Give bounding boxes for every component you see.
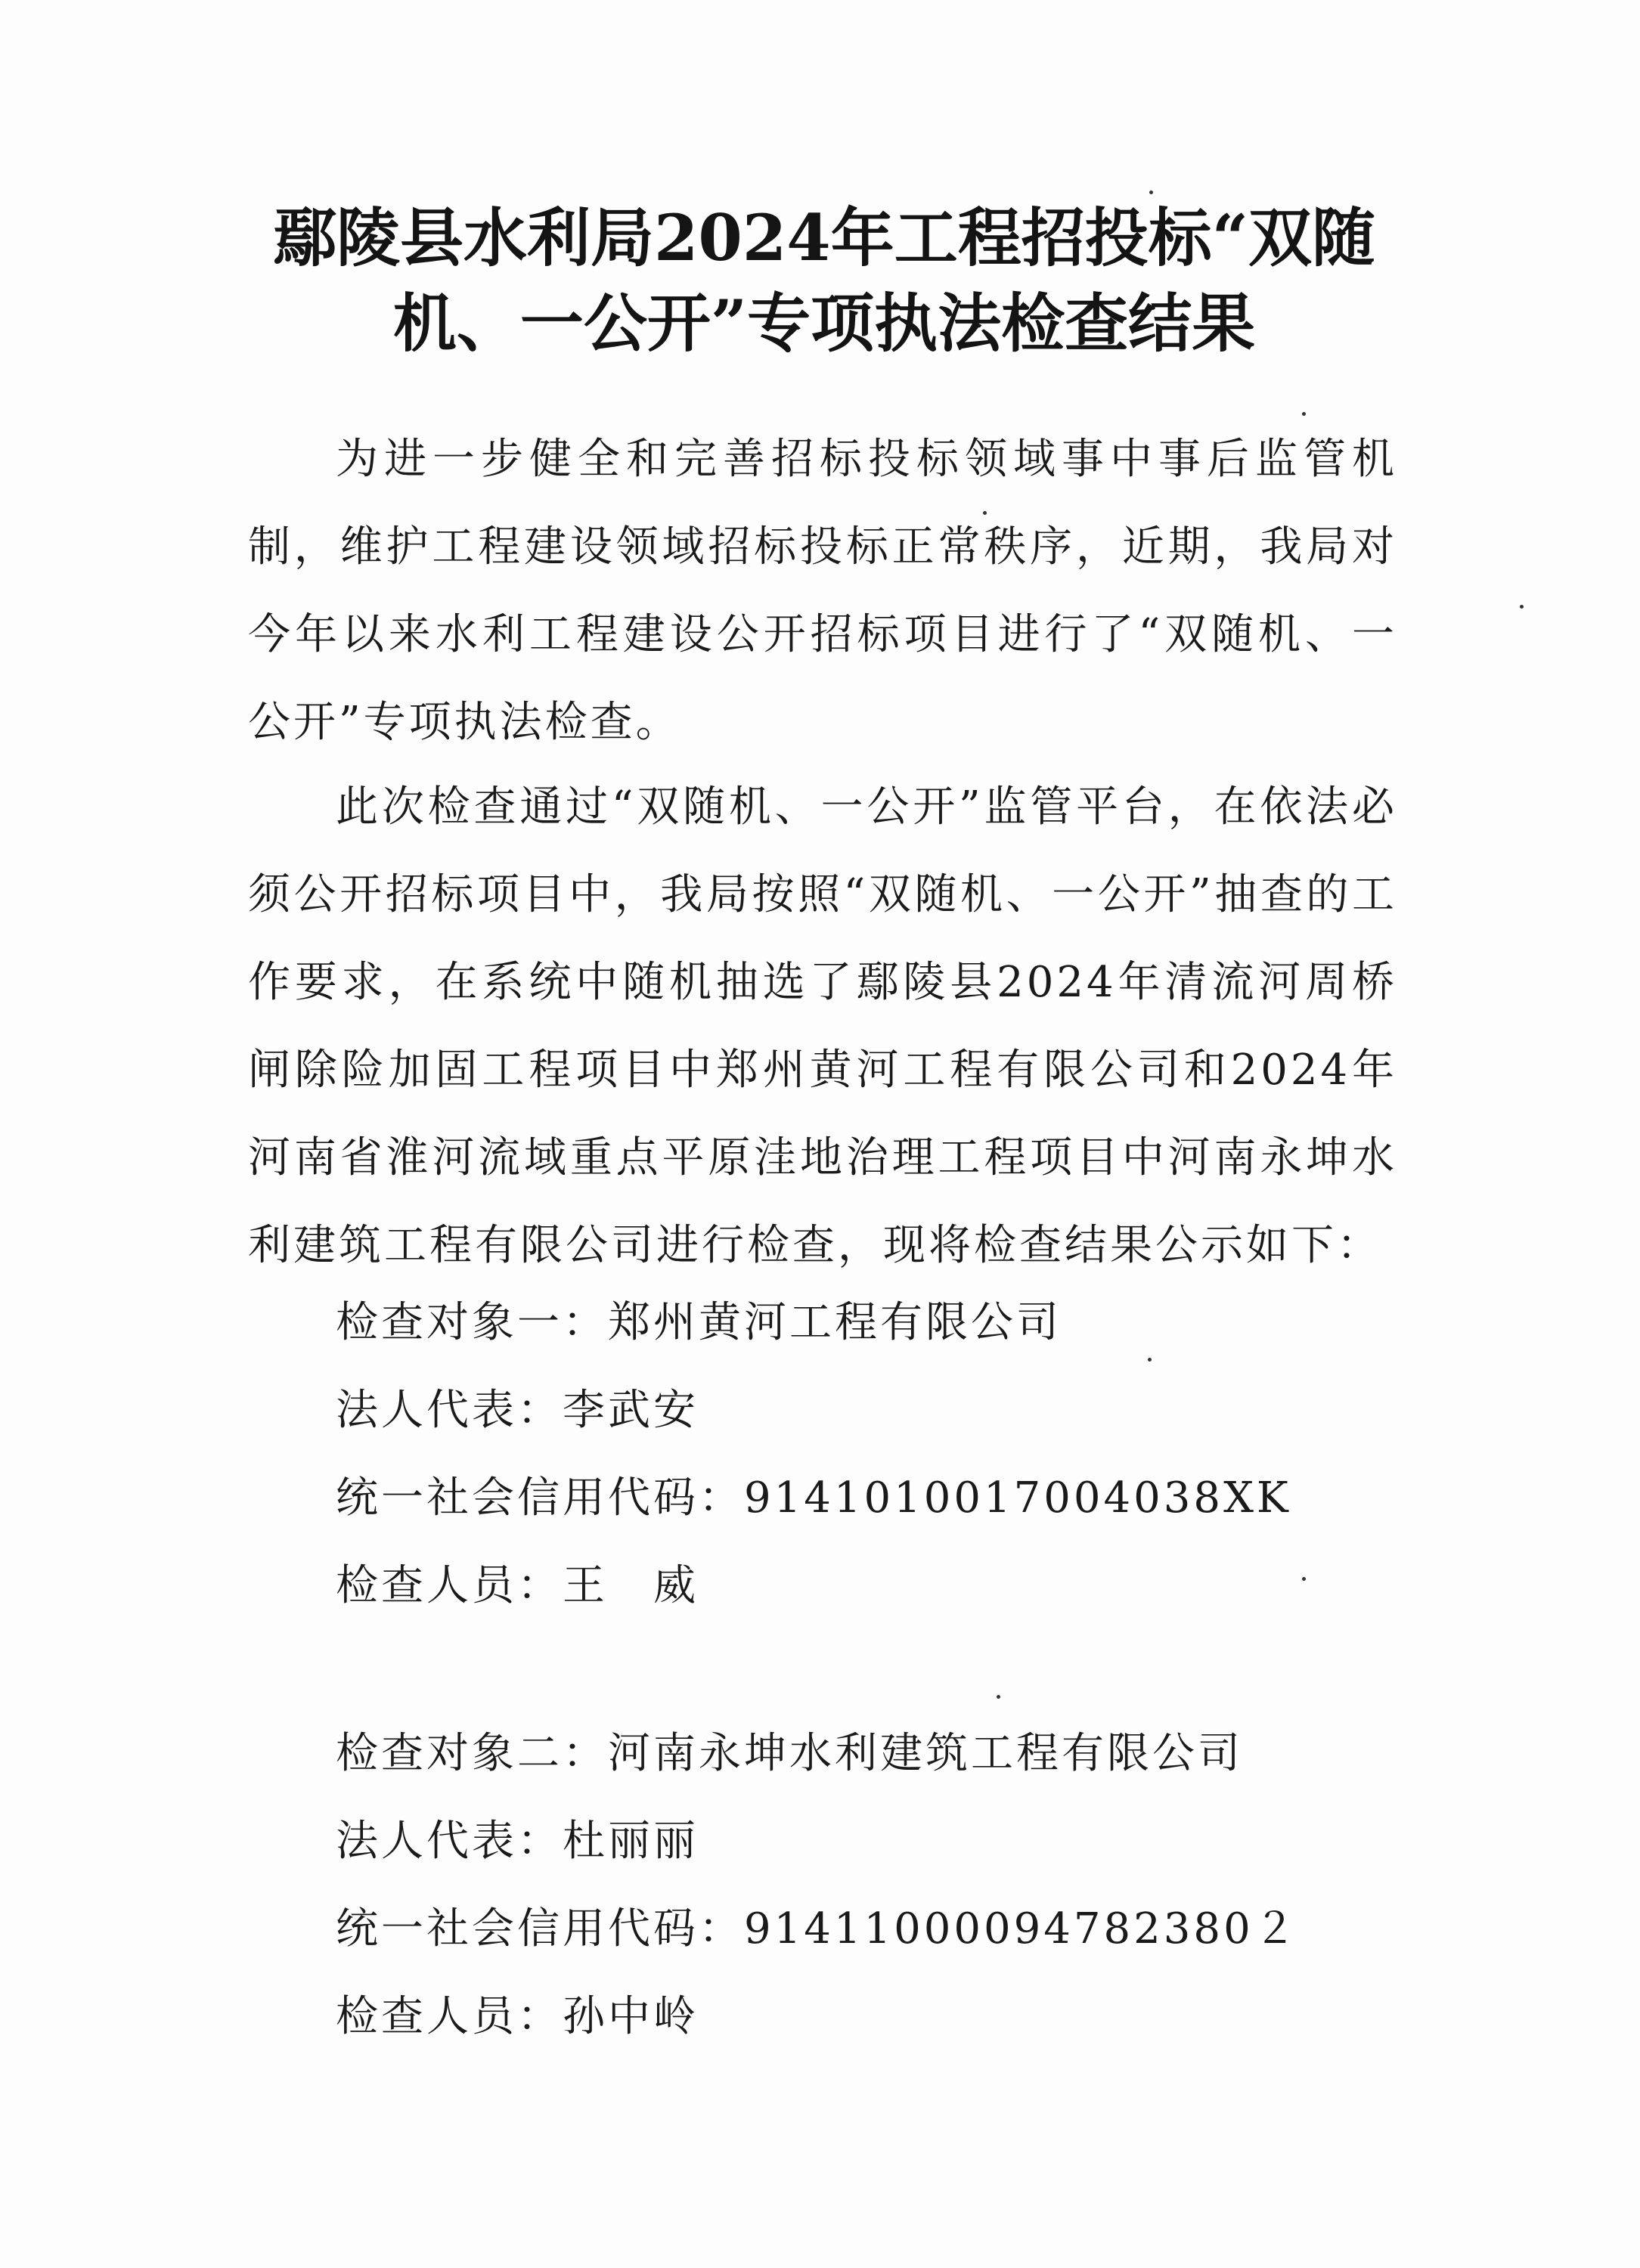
document-title-line-2: 机、一公开”专项执法检查结果	[392, 286, 1256, 361]
inspector: 检查人员：王 威	[336, 1561, 699, 1610]
scan-speck	[1149, 191, 1153, 194]
credit-code: 统一社会信用代码：91411000094782380２	[336, 1904, 1299, 1954]
credit-code: 统一社会信用代码：9141010017004038XK	[336, 1473, 1291, 1523]
legal-representative: 法人代表：杜丽丽	[336, 1817, 699, 1866]
legal-representative: 法人代表：李武安	[336, 1386, 699, 1435]
scan-speck	[997, 1695, 1000, 1699]
inspection-method-paragraph: 此次检查通过“双随机、一公开”监管平台，在依法必须公开招标项目中，我局按照“双随机、一公开”抽查的工作要求，在系统中随机抽选了鄢陵县2024年清流河周桥闸除险加固工程项目中郑州黄河工程有限公司和2024年河南省淮河流域重点平原洼地治理工程项目中河南永坤水利建筑工程有限公司进行检查，现将检查结果公示如下：	[248, 782, 1397, 1270]
document-title-line-1: 鄢陵县水利局2024年工程招投标“双随	[272, 200, 1376, 275]
scan-speck	[1302, 1577, 1306, 1581]
inspector: 检查人员：孙中岭	[336, 1992, 699, 2041]
intro-paragraph: 为进一步健全和完善招标投标领域事中事后监管机制，维护工程建设领域招标投标正常秩序，近期，我局对今年以来水利工程建设公开招标项目进行了“双随机、一公开”专项执法检查。	[248, 435, 1397, 747]
scan-speck	[1302, 412, 1306, 416]
scan-speck	[1148, 1358, 1152, 1362]
scan-speck	[983, 511, 987, 515]
inspection-target: 检查对象一：郑州黄河工程有限公司	[336, 1298, 1062, 1347]
inspection-target: 检查对象二：河南永坤水利建筑工程有限公司	[336, 1729, 1243, 1778]
scan-speck	[1520, 605, 1524, 609]
